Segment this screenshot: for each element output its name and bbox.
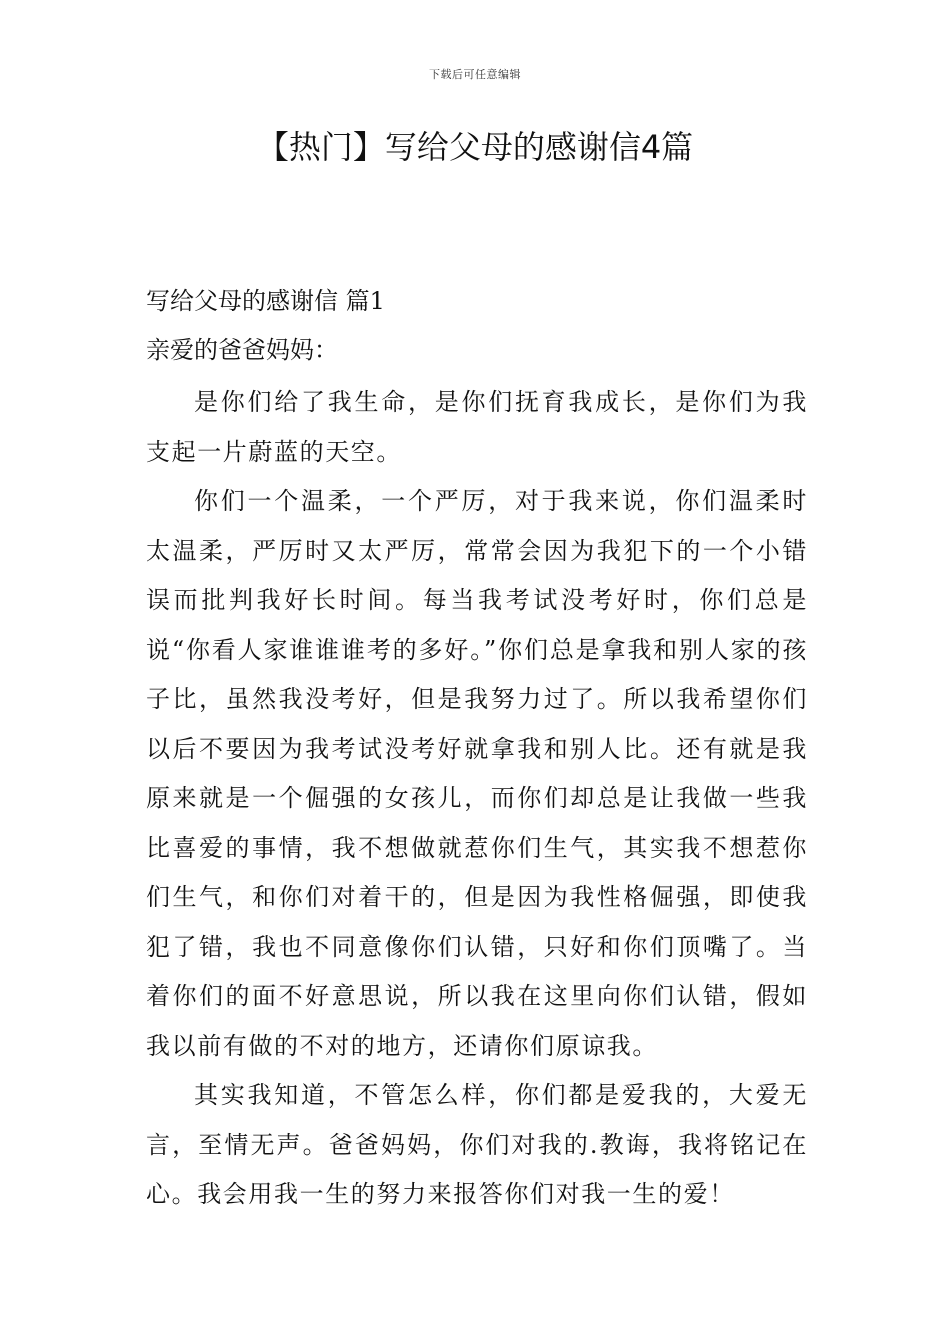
document-body (146, 280, 808, 1220)
section-heading: 写给父母的感谢信 篇1 (146, 287, 385, 315)
paragraph-1: 是你们给了我生命，是你们抚育我成长，是你们为我支起一片蔚蓝的天空。 (146, 388, 808, 466)
document-title: 【热门】写给父母的感谢信4篇 (256, 128, 694, 166)
paragraph-2: 你们一个温柔，一个严厉，对于我来说，你们温柔时太温柔，严厉时又太严厉，常常会因为我犯下的一个小错误而批判我好长时间。每当我考试没考好时，你们总是说“你看人家谁谁谁考的多好。”你们总是拿我和别人家的孩子比，虽然我没考好，但是我努力过了。所以我希望你们以后不要因为我考试没考好就拿我和别人比。还有就是我原来就是一个倔强的女孩儿，而你们却总是让我做一些我比喜爱的事情，我不想做就惹你们生气，其实我不想惹你们生气，和你们对着干的，但是因为我性格倔强，即使我犯了错，我也不同意像你们认错，只好和你们顶嘴了。当着你们的面不好意思说，所以我在这里向你们认错，假如我以前有做的不对的地方，还请你们原谅我。 (146, 487, 808, 1060)
salutation: 亲爱的爸爸妈妈： (146, 336, 338, 364)
paragraph-3: 其实我知道，不管怎么样，你们都是爱我的，大爱无言，至情无声。爸爸妈妈，你们对我的.教诲，我将铭记在心。我会用我一生的努力来报答你们对我一生的爱！ (146, 1081, 808, 1208)
header-note: 下载后可任意编辑 (429, 68, 521, 81)
